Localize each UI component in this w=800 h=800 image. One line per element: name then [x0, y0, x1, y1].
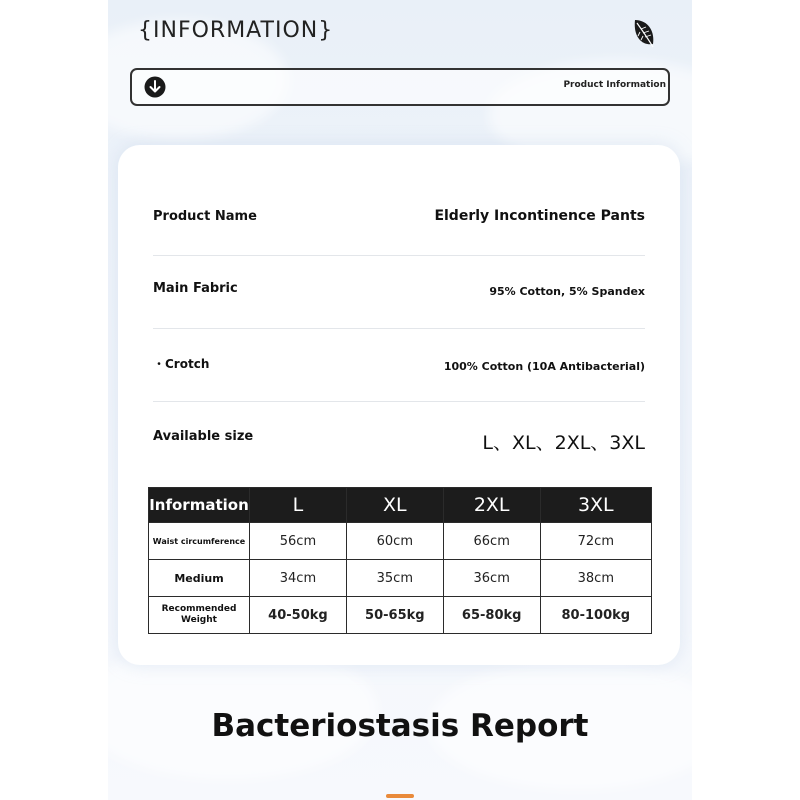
table-cell: 35cm: [346, 560, 443, 597]
section-title: {INFORMATION}: [138, 18, 334, 43]
product-row: [153, 183, 645, 256]
product-row: [153, 255, 645, 329]
table-cell: 36cm: [443, 560, 540, 597]
table-cell: 40-50kg: [250, 597, 347, 634]
table-header-cell: 3XL: [540, 488, 651, 523]
table-row: [149, 523, 652, 560]
table-cell: 72cm: [540, 523, 651, 560]
report-heading: Bacteriostasis Report: [211, 708, 589, 744]
table-header-cell: L: [250, 488, 347, 523]
table-cell: 80-100kg: [540, 597, 651, 634]
product-info-page: [108, 0, 692, 800]
row-label: Product Name: [153, 209, 257, 224]
table-cell: 65-80kg: [443, 597, 540, 634]
bar-label: Product Information: [563, 80, 666, 90]
row-header: Waist circumference: [149, 523, 250, 560]
table-header-cell: XL: [346, 488, 443, 523]
row-value: L、XL、2XL、3XL: [482, 432, 645, 454]
row-label: ・Crotch: [153, 357, 210, 371]
size-table: [148, 487, 652, 634]
table-cell: 50-65kg: [346, 597, 443, 634]
table-cell: 66cm: [443, 523, 540, 560]
leaf-icon: [629, 16, 657, 50]
row-value: 95% Cotton, 5% Spandex: [489, 285, 645, 298]
product-row: [153, 401, 645, 471]
product-information-bar: [130, 68, 670, 106]
row-value: 100% Cotton (10A Antibacterial): [443, 360, 645, 373]
table-cell: 38cm: [540, 560, 651, 597]
table-cell: 56cm: [250, 523, 347, 560]
table-header-row: [149, 488, 652, 523]
table-row: [149, 560, 652, 597]
table-cell: 60cm: [346, 523, 443, 560]
table-header-cell: 2XL: [443, 488, 540, 523]
table-row: [149, 597, 652, 634]
row-label: Main Fabric: [153, 281, 238, 296]
row-value: Elderly Incontinence Pants: [434, 208, 645, 224]
row-label: Available size: [153, 429, 254, 444]
table-header-cell: Information: [149, 488, 250, 523]
row-header: Recommended Weight: [149, 597, 250, 634]
table-cell: 34cm: [250, 560, 347, 597]
product-row: [153, 328, 645, 402]
accent-divider: [386, 794, 414, 798]
arrow-down-circle-icon: [144, 76, 166, 98]
row-header: Medium: [149, 560, 250, 597]
